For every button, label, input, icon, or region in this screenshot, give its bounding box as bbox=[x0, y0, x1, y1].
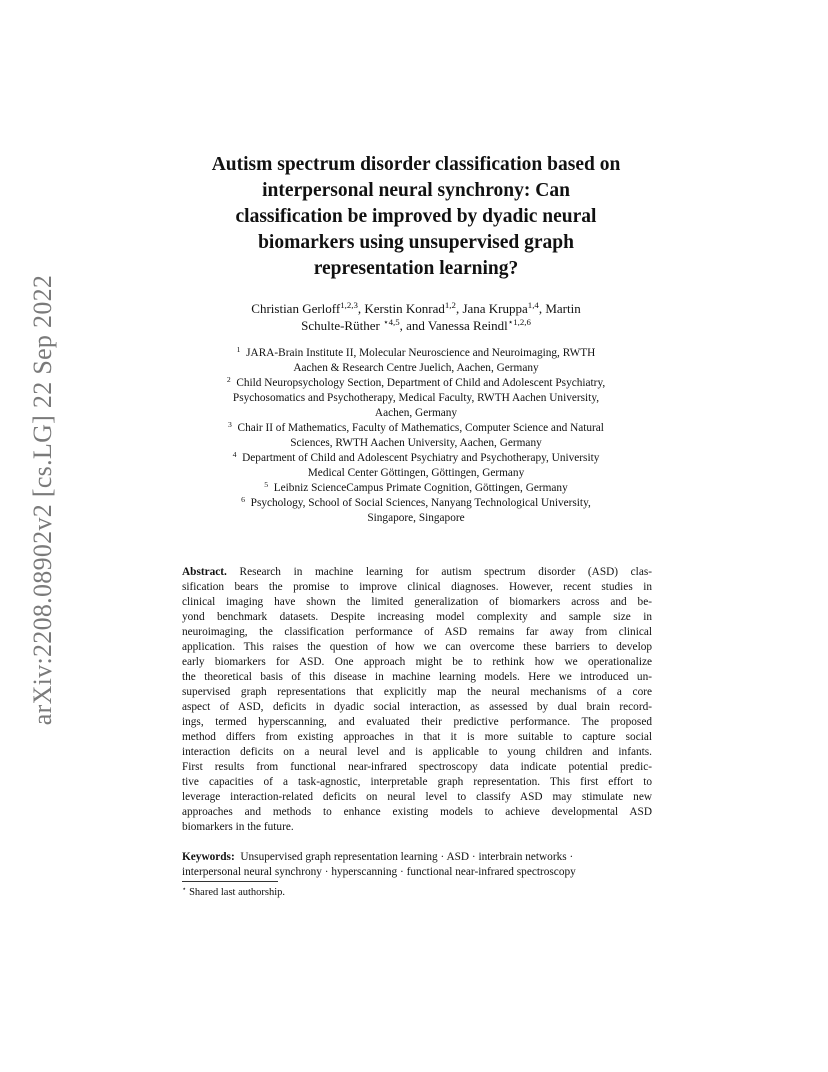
author-affiliation-marker: ⋆1,2,6 bbox=[507, 317, 531, 328]
abstract-line: application. This raises the question of how we can overcome these barriers to develop bbox=[182, 641, 652, 653]
author-affiliation-marker: 1,4 bbox=[527, 300, 539, 311]
title-line: Autism spectrum disorder classification based on bbox=[211, 154, 621, 175]
affiliation-line: Psychosomatics and Psychotherapy, Medical Faculty, RWTH Aachen University, bbox=[232, 392, 600, 404]
keywords bbox=[182, 850, 652, 880]
abstract-label: Abstract. bbox=[182, 566, 227, 578]
abstract-line: early biomarkers for ASD. One approach might be to rethink how we operationalize bbox=[182, 656, 652, 668]
affiliation-number: 6 bbox=[241, 494, 246, 504]
author-affiliation-marker: 1,2,3 bbox=[340, 300, 358, 311]
abstract-line: First results from functional near-infrared spectroscopy data indicate potential predic- bbox=[182, 761, 652, 773]
author-name: , Kerstin Konrad bbox=[357, 301, 445, 316]
author-name: , and Vanessa Reindl bbox=[399, 318, 508, 333]
affiliation-line: $^5$ Leibniz ScienceCampus Primate Cognition, Göttingen, Germany bbox=[264, 479, 568, 494]
arxiv-identifier: arXiv:2208.08902v2 [cs.LG] 22 Sep 2022 bbox=[28, 274, 57, 726]
affiliation-line: $^6$ Psychology, School of Social Sciences, Nanyang Technological University, bbox=[241, 494, 591, 509]
abstract-line: supervised graph representations that explicitly map the neural mechanisms of a core bbox=[182, 686, 652, 698]
paper-title bbox=[150, 152, 682, 282]
author-list bbox=[150, 300, 682, 334]
abstract-line: neuroimaging, the classification performance of ASD remains far away from clinical bbox=[182, 626, 652, 638]
abstract-line: leverage interaction-related deficits on neural level to classify ASD may stimulate new bbox=[182, 791, 652, 803]
affiliation-line: $^3$ Chair II of Mathematics, Faculty of Mathematics, Computer Science and Natural bbox=[228, 419, 604, 434]
author-affiliation-marker: 1,2 bbox=[444, 300, 456, 311]
abstract bbox=[182, 565, 652, 835]
abstract-line: approaches and methods to enhance existing models to achieve developmental ASD bbox=[182, 806, 652, 818]
abstract-line: tive capacities of a task-agnostic, interpretable graph representation. This first effort to bbox=[182, 776, 652, 788]
affiliation-line: Sciences, RWTH Aachen University, Aachen, Germany bbox=[290, 437, 542, 449]
footnote-marker: ⋆ bbox=[182, 885, 187, 894]
affiliation-line: Medical Center Göttingen, Göttingen, Germany bbox=[307, 467, 525, 479]
keywords-label: Keywords: bbox=[182, 851, 235, 863]
affiliation-number: 5 bbox=[264, 479, 269, 489]
abstract-line: aspect of ASD, deficits in dyadic social interaction, as assessed by dual brain record- bbox=[182, 701, 652, 713]
title-line: interpersonal neural synchrony: Can bbox=[262, 180, 570, 201]
author-name: Christian Gerloff bbox=[251, 301, 341, 316]
footnote-rule bbox=[182, 881, 278, 882]
affiliation-line: Singapore, Singapore bbox=[367, 512, 465, 524]
abstract-line: ings, termed hyperscanning, and evaluated their predictive performance. The proposed bbox=[182, 716, 652, 728]
title-line: biomarkers using unsupervised graph bbox=[258, 232, 574, 253]
abstract-line: biomarkers in the future. bbox=[182, 821, 294, 833]
affiliations bbox=[150, 346, 682, 526]
keywords-line: Keywords: Unsupervised graph representation learning · ASD · interbrain networks · bbox=[182, 851, 574, 863]
affiliation-line: Aachen & Research Centre Juelich, Aachen, Germany bbox=[293, 362, 539, 374]
author-name: , Martin bbox=[538, 301, 581, 316]
affiliation-number: 1 bbox=[236, 344, 241, 354]
arxiv-sidebar bbox=[18, 274, 68, 726]
abstract-line: Abstract. Research in machine learning for autism spectrum disorder (ASD) clas- bbox=[182, 566, 652, 578]
affiliation-number: 2 bbox=[226, 374, 231, 384]
abstract-line: clinical imaging have shown the limited generalization of biomarkers across and be- bbox=[182, 596, 652, 608]
affiliation-line: $^4$ Department of Child and Adolescent Psychiatry and Psychotherapy, University bbox=[232, 449, 600, 464]
keywords-line: interpersonal neural synchrony · hyperscanning · functional near-infrared spectroscopy bbox=[182, 866, 576, 878]
author-name: , Jana Kruppa bbox=[455, 301, 528, 316]
abstract-line: sification bears the promise to improve clinical diagnoses. However, recent studies in bbox=[182, 581, 652, 593]
affiliation-number: 4 bbox=[232, 449, 237, 459]
author-name: Schulte-Rüther bbox=[301, 318, 384, 333]
abstract-line: the theoretical basis of this disease in machine learning models. Here we introduced un- bbox=[182, 671, 652, 683]
footnote bbox=[182, 886, 285, 900]
affiliation-line: $^2$ Child Neuropsychology Section, Department of Child and Adolescent Psychiatry, bbox=[226, 374, 606, 389]
title-line: representation learning? bbox=[313, 258, 519, 279]
affiliation-line: Aachen, Germany bbox=[374, 407, 458, 419]
author-affiliation-marker: ⋆4,5 bbox=[383, 317, 400, 328]
title-line: classification be improved by dyadic neural bbox=[235, 206, 597, 227]
abstract-line: interaction deficits on a neural level and is applicable to young children and infants. bbox=[182, 746, 652, 758]
abstract-line: method differs from existing approaches in that it is more suitable to capture social bbox=[182, 731, 652, 743]
abstract-line: yond benchmark datasets. Despite increasing model complexity and sample size in bbox=[182, 611, 652, 623]
affiliation-number: 3 bbox=[228, 419, 232, 429]
affiliation-line: $^1$ JARA-Brain Institute II, Molecular Neuroscience and Neuroimaging, RWTH bbox=[236, 344, 596, 359]
footnote-text: Shared last authorship. bbox=[189, 887, 286, 898]
